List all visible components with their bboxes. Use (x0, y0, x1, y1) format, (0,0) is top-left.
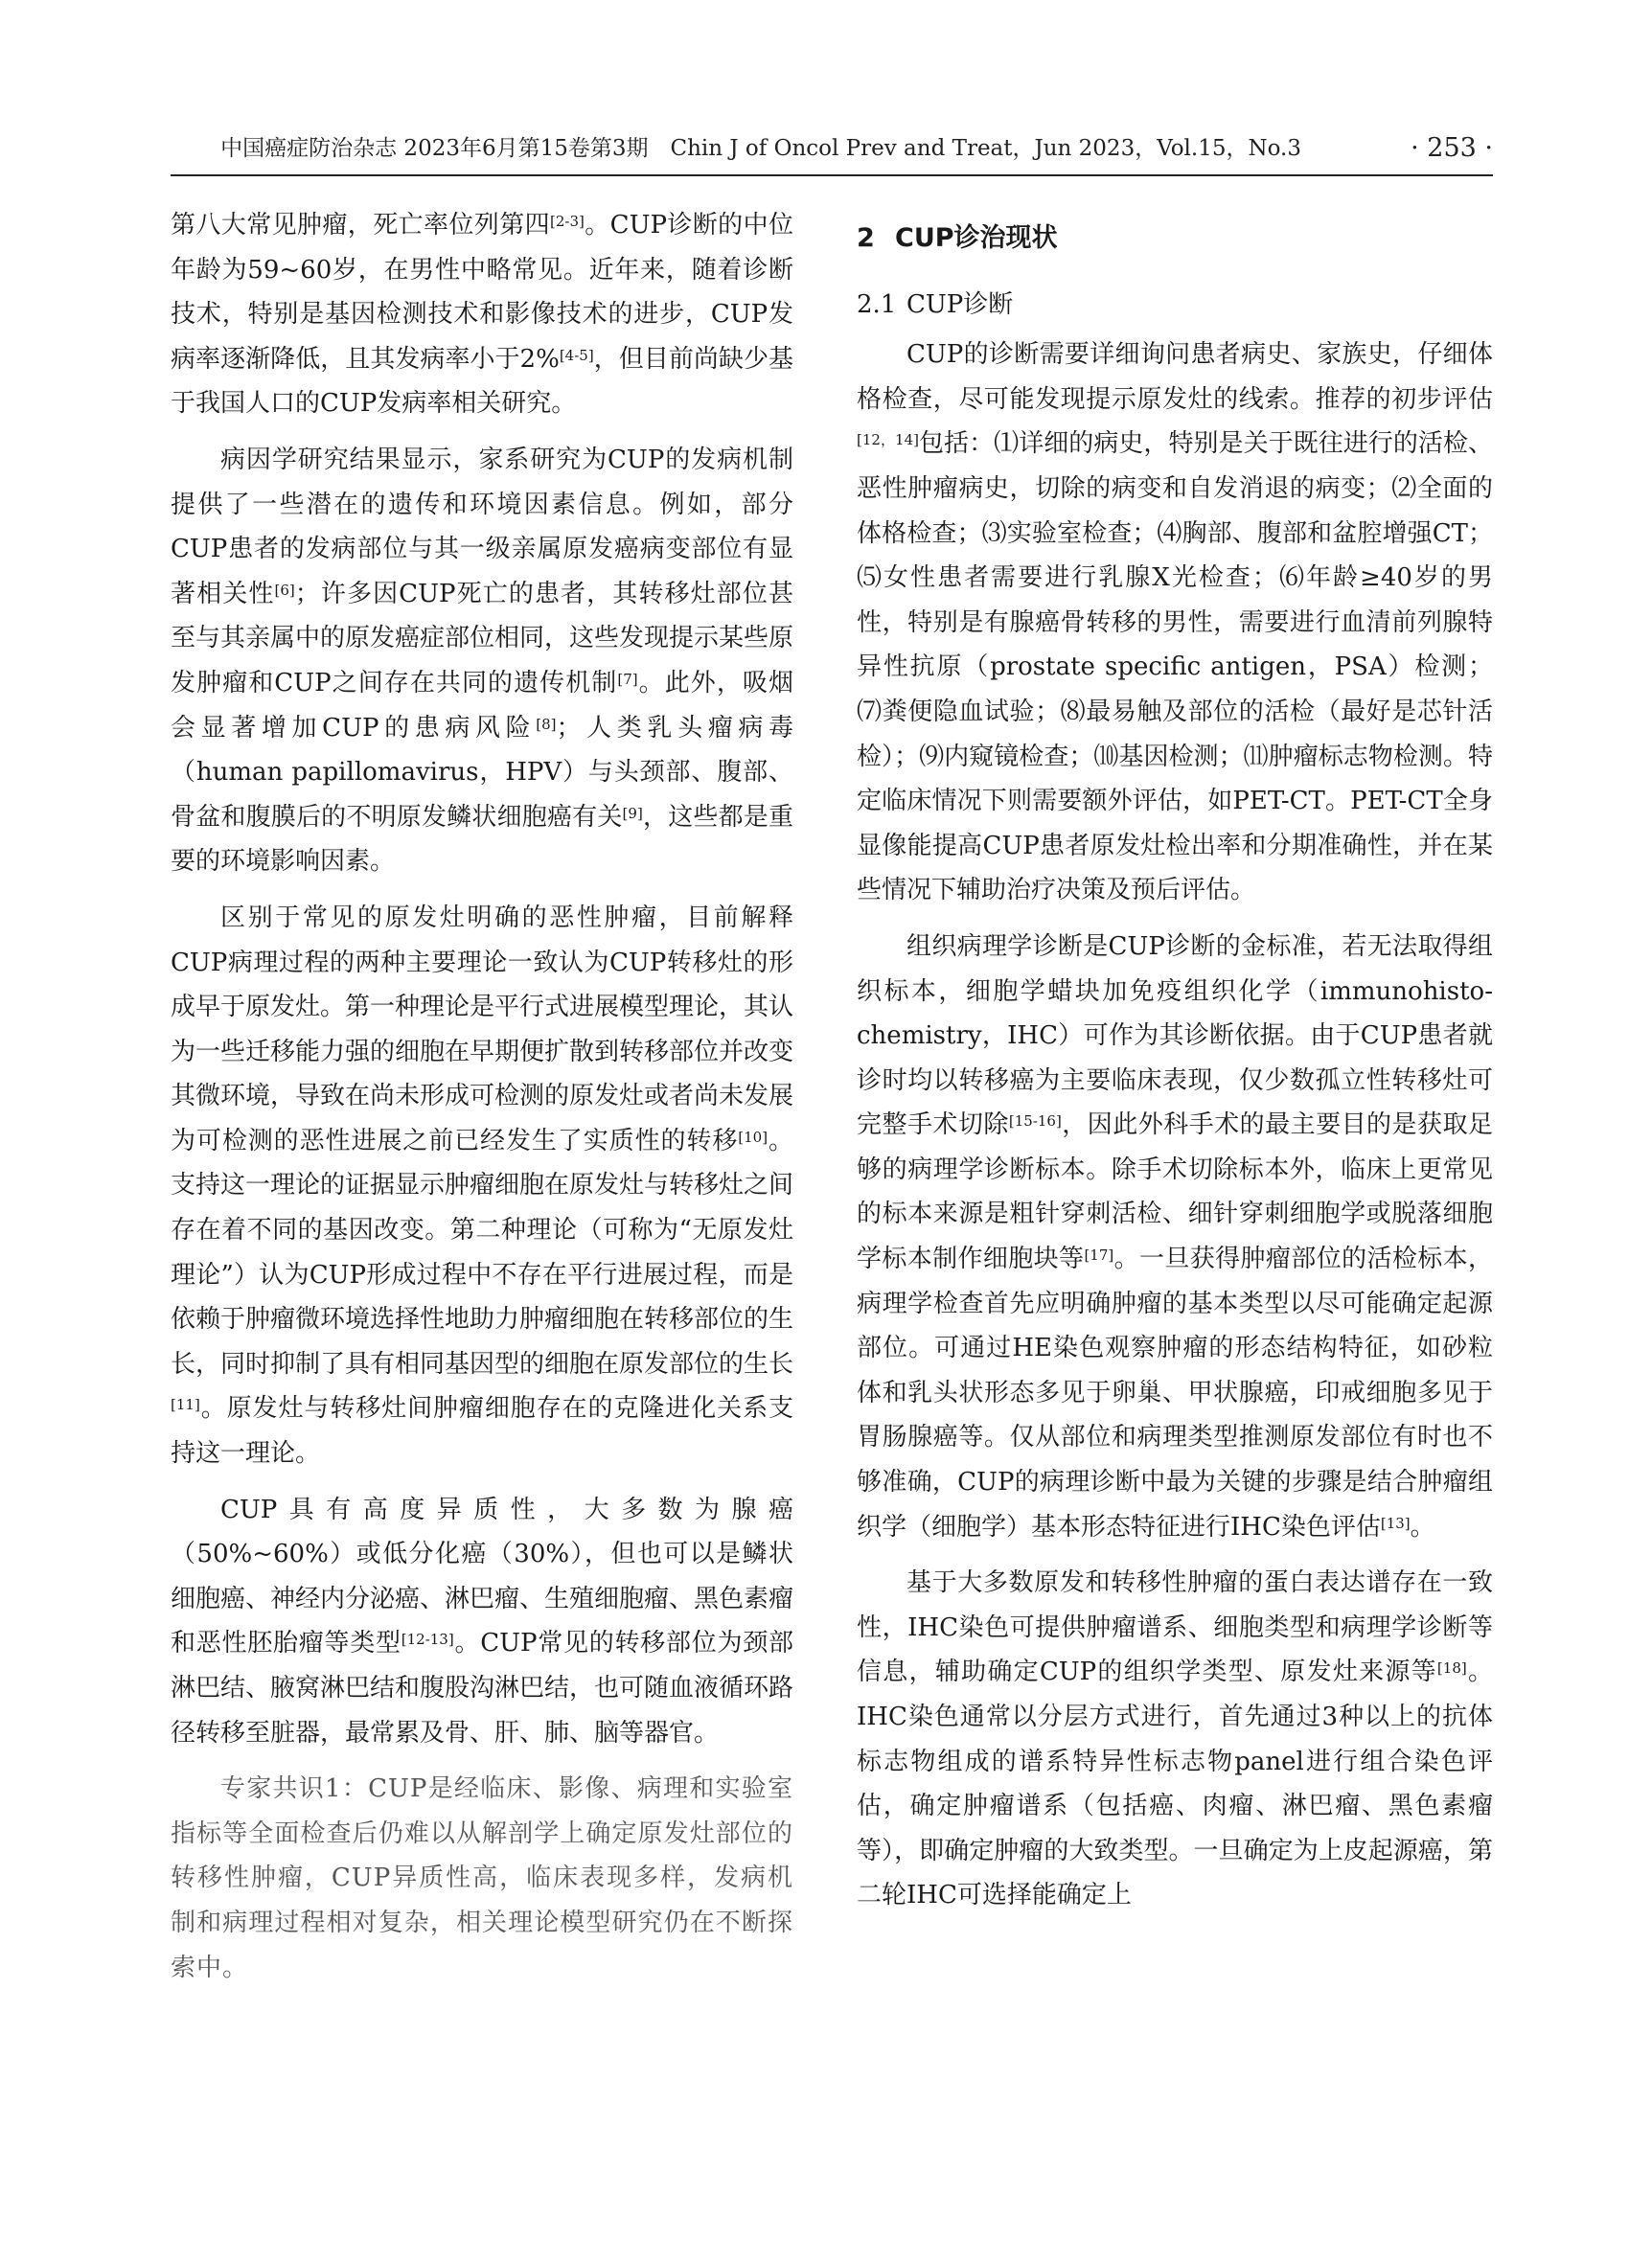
citation: [12，14] (857, 431, 919, 449)
citation: [12-13] (401, 1631, 454, 1649)
left-column (171, 203, 793, 2001)
page-number: · 253 · (1411, 133, 1493, 163)
running-header (171, 126, 1493, 171)
paragraph: 第八大常见肿瘤，死亡率位列第四[2-3]。CUP诊断的中位年龄为59~60岁，在男性中略常见。近年来，随着诊断技术，特别是基因检测技术和影像技术的进步，CUP发病率逐渐降低，且其发病率小于2%[4-5]，但目前尚缺少基于我国人口的CUP发病率相关研究。 (171, 211, 793, 419)
right-column (857, 203, 1493, 1930)
header-rule (171, 174, 1493, 176)
citation: [18] (1436, 1659, 1467, 1678)
citation: [6] (274, 581, 295, 599)
subsection-heading: 2.1 CUP诊断 (857, 289, 1014, 319)
citation: [13] (1380, 1514, 1411, 1532)
citation: [10] (738, 1128, 769, 1146)
paragraph: 区别于常见的原发灶明确的恶性肿瘤，目前解释CUP病理过程的两种主要理论一致认为CUP转移灶的形成早于原发灶。第一种理论是平行式进展模型理论，其认为一些迁移能力强的细胞在早期便扩散到转移部位并改变其微环境，导致在尚未形成可检测的原发灶或者尚未发展为可检测的恶性进展之前已经发生了实质性的转移[10]。支持这一理论的证据显示肿瘤细胞在原发灶与转移灶之间存在着不同的基因改变。第二种理论（可称为“无原发灶理论”）认为CUP形成过程中不存在平行进展过程，而是依赖于肿瘤微环境选择性地助力肿瘤细胞在转移部位的生长，同时抑制了具有相同基因型的细胞在原发部位的生长[11]。原发灶与转移灶间肿瘤细胞存在的克隆进化关系支持这一理论。 (171, 903, 794, 1469)
paragraph: CUP的诊断需要详细询问患者病史、家族史，仔细体格检查，尽可能发现提示原发灶的线索。推荐的初步评估[12，14]包括：⑴详细的病史，特别是关于既往进行的活检、恶性肿瘤病史，切除的病变和自发消退的病变；⑵全面的体格检查；⑶实验室检查；⑷胸部、腹部和盆腔增强CT；⑸女性患者需要进行乳腺X光检查；⑹年龄≥40岁的男性，特别是有腺癌骨转移的男性，需要进行血清前列腺特异性抗原（prostate specific antigen，PSA）检测；⑺粪便隐血试验；⑻最易触及部位的活检（最好是芯针活检）；⑼内窥镜检查；⑽基因检测；⑾肿瘤标志物检测。特定临床情况下则需要额外评估，如PET-CT。PET-CT全身显像能提高CUP患者原发灶检出率和分期准确性，并在某些情况下辅助治疗决策及预后评估。 (857, 340, 1493, 905)
citation: [7] (617, 670, 638, 688)
journal-running-title: 中国癌症防治杂志 2023年6月第15卷第3期 Chin J of Oncol Prev and Treat，Jun 2023，Vol.15，No.3 (220, 136, 1301, 161)
citation: [17] (1084, 1246, 1114, 1265)
paragraph: 病因学研究结果显示，家系研究为CUP的发病机制提供了一些潜在的遗传和环境因素信息。例如，部分CUP患者的发病部位与其一级亲属原发癌病变部位有显著相关性[6]；许多因CUP死亡的患者，其转移灶部位甚至与其亲属中的原发癌症部位相同，这些发现提示某些原发肿瘤和CUP之间存在共同的遗传机制[7]。此外，吸烟会显著增加CUP的患病风险[8]；人类乳头瘤病毒（human papillomavirus，HPV）与头颈部、腹部、骨盆和腹膜后的不明原发鳞状细胞癌有关[9]，这些都是重要的环境影响因素。 (171, 445, 794, 877)
section-heading: 2 CUP诊治现状 (857, 223, 1058, 253)
citation: [9] (622, 804, 643, 822)
paragraph: CUP具有高度异质性，大多数为腺癌（50%~60%）或低分化癌（30%），但也可以是鳞状细胞癌、神经内分泌癌、淋巴瘤、生殖细胞瘤、黑色素瘤和恶性胚胎瘤等类型[12-13]。CUP常见的转移部位为颈部淋巴结、腋窝淋巴结和腹股沟淋巴结，也可随血液循环路径转移至脏器，最常累及骨、肝、肺、脑等器官。 (171, 1495, 794, 1748)
paragraph: 组织病理学诊断是CUP诊断的金标准，若无法取得组织标本，细胞学蜡块加免疫组织化学（immunohistochemistry，IHC）可作为其诊断依据。由于CUP患者就诊时均以转移癌为主要临床表现，仅少数孤立性转移灶可完整手术切除[15-16]，因此外科手术的最主要目的是获取足够的病理学诊断标本。除手术切除标本外，临床上更常见的标本来源是粗针穿刺活检、细针穿刺细胞学或脱落细胞学标本制作细胞块等[17]。一旦获得肿瘤部位的活检标本，病理学检查首先应明确肿瘤的基本类型以尽可能确定起源部位。可通过HE染色观察肿瘤的形态结构特征，如砂粒体和乳头状形态多见于卵巢、甲状腺癌，印戒细胞多见于胃肠腺癌等。仅从部位和病理类型推测原发部位有时也不够准确，CUP的病理诊断中最为关键的步骤是结合肿瘤组织学（细胞学）基本形态特征进行IHC染色评估[13]。 (857, 931, 1493, 1542)
citation: [15-16] (1008, 1112, 1062, 1131)
paragraph: 基于大多数原发和转移性肿瘤的蛋白表达谱存在一致性，IHC染色可提供肿瘤谱系、细胞类型和病理学诊断等信息，辅助确定CUP的组织学类型、原发灶来源等[18]。IHC染色通常以分层方式进行，首先通过3种以上的抗体标志物组成的谱系特异性标志物panel进行组合染色评估，确定肿瘤谱系（包括癌、肉瘤、淋巴瘤、黑色素瘤等），即确定肿瘤的大致类型。一旦确定为上皮起源癌，第二轮IHC可选择能确定上 (857, 1568, 1493, 1910)
citation: [4-5] (559, 346, 594, 364)
citation: [2-3] (550, 213, 585, 230)
expert-consensus: 专家共识1：CUP是经临床、影像、病理和实验室指标等全面检查后仍难以从解剖学上确定原发灶部位的转移性肿瘤，CUP异质性高，临床表现多样，发病机制和病理过程相对复杂，相关理论模型研究仍在不断探索中。 (171, 1774, 793, 1982)
citation: [11] (171, 1396, 200, 1414)
citation: [8] (536, 715, 557, 733)
